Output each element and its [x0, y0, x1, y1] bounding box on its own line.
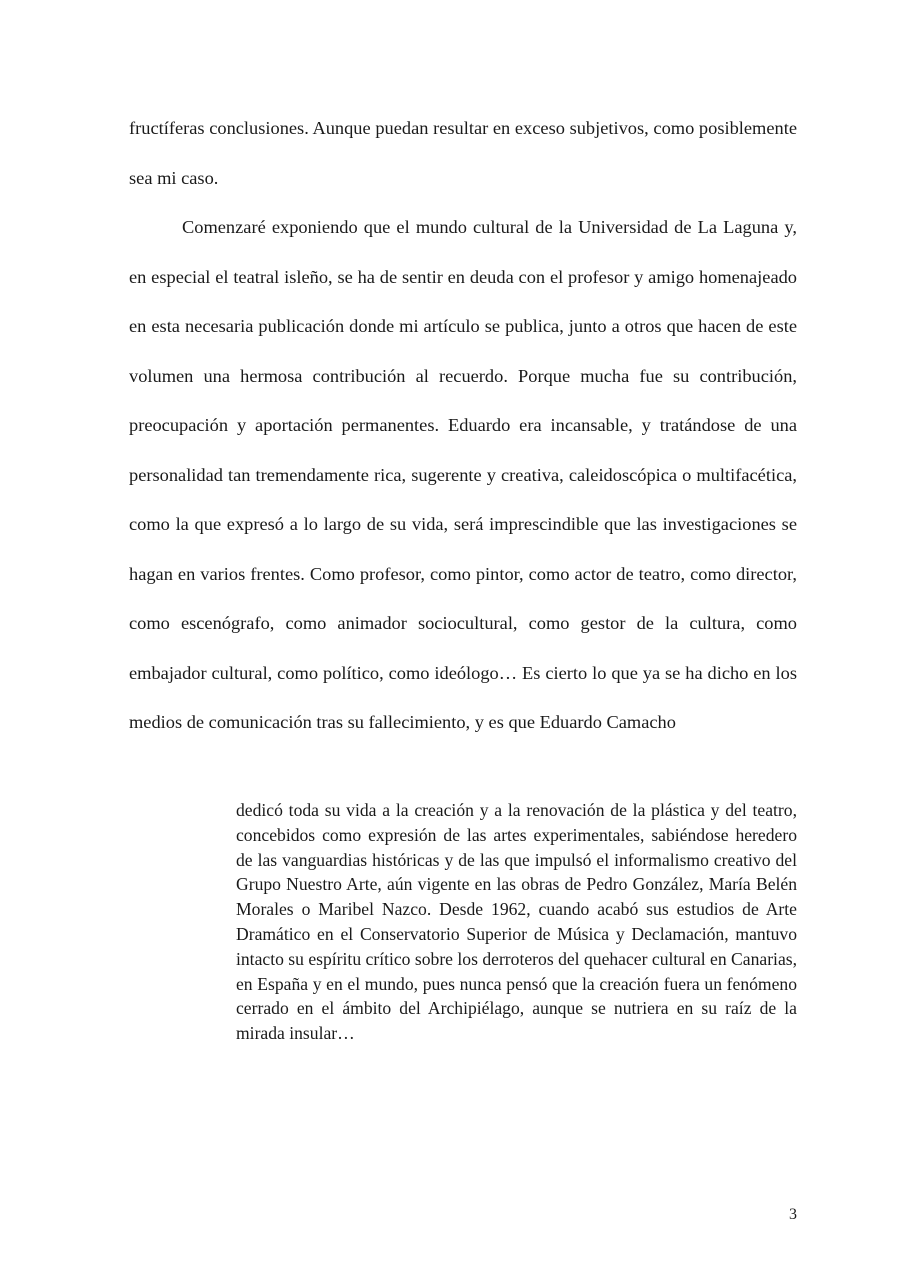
paragraph-continuation: [129, 104, 797, 203]
page-number: 3: [789, 1206, 797, 1223]
paragraph-text: Comenzaré exponiendo que el mundo cultural de la Universidad de La Laguna y, en especial el teatral isleño, se ha de sentir en deuda con el profesor y amigo homenajeado en esta necesaria publicación donde mi artículo se publica, junto a otros que hacen de este volumen una hermosa contribución al recuerdo. Porque mucha fue su contribución, preocupación y aportación permanentes. Eduardo era incansable, y tratándose de una personalidad tan tremendamente rica, sugerente y creativa, caleidoscópica o multifacética, como la que expresó a lo largo de su vida, será imprescindible que las investigaciones se hagan en varios frentes. Como profesor, como pintor, como actor de teatro, como director, como escenógrafo, como animador sociocultural, como gestor de la cultura, como embajador cultural, como político, como ideólogo… Es cierto lo que ya se ha dicho en los medios de comunicación tras su fallecimiento, y es que Eduardo Camacho: [129, 217, 797, 732]
paragraph-main: [129, 203, 797, 748]
block-quote: dedicó toda su vida a la creación y a la renovación de la plástica y del teatro, concebidos como expresión de las artes experimentales, sabiéndose heredero de las vanguardias históricas y de las que impulsó el informalismo creativo del Grupo Nuestro Arte, aún vigente en las obras de Pedro González, María Belén Morales o Maribel Nazco. Desde 1962, cuando acabó sus estudios de Arte Dramático en el Conservatorio Superior de Música y Declamación, mantuvo intacto su espíritu crítico sobre los derroteros del quehacer cultural en Canarias, en España y en el mundo, pues nunca pensó que la creación fuera un fenómeno cerrado en el ámbito del Archipiélago, aunque se nutriera en su raíz de la mirada insular…: [236, 800, 797, 1044]
paragraph-text: fructíferas conclusiones. Aunque puedan resultar en exceso subjetivos, como posiblemente sea mi caso.: [129, 118, 797, 188]
